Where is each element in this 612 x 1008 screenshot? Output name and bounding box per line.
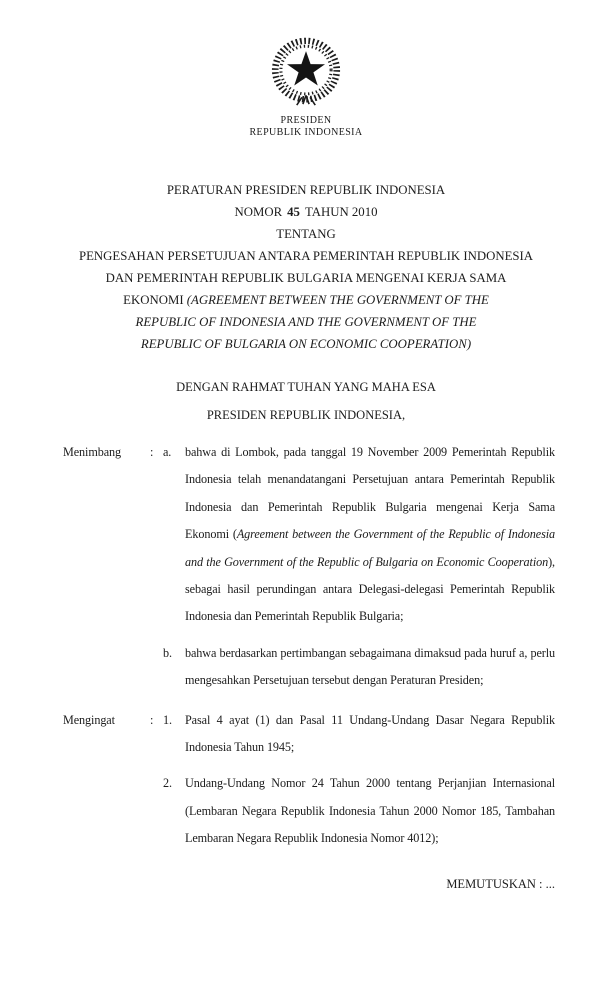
menimbang-items (163, 439, 555, 695)
clause-body (63, 439, 555, 853)
subject-line-1: PENGESAHAN PERSETUJUAN ANTARA PEMERINTAH REPUBLIK INDONESIA (78, 249, 534, 263)
nomor-year: TAHUN 2010 (304, 205, 378, 219)
item-text-1: Pasal 4 ayat (1) dan Pasal 11 Undang-Undang Dasar Negara Republik Indonesia Tahun 1945; (185, 712, 555, 755)
item-text-2: Undang-Undang Nomor 24 Tahun 2000 tentang Perjanjian Internasional (Lembaran Negara Republik Indonesia Tahun 2000 Nomor 185, Tambahan Lembaran Negara Republik Indonesia Nomor 4012); (185, 776, 555, 846)
menimbang-label: Menimbang (63, 445, 121, 459)
mengingat-colon: : (150, 712, 154, 727)
letterhead-republik-indonesia: REPUBLIK INDONESIA (249, 127, 363, 138)
letterhead (0, 0, 612, 139)
star-glyph (287, 51, 325, 85)
letterhead-presiden: PRESIDEN (280, 115, 332, 126)
item-text-a (185, 439, 555, 631)
list-item (163, 770, 555, 852)
subject-line-3-normal: EKONOMI (123, 293, 187, 307)
star-wreath-emblem-icon (265, 36, 347, 110)
nomor-value: 45 (287, 205, 300, 219)
invocation-line: DENGAN RAHMAT TUHAN YANG MAHA ESA (176, 380, 436, 394)
list-item (163, 439, 555, 631)
authority-line: PRESIDEN REPUBLIK INDONESIA, (206, 408, 406, 422)
memutuskan-line: MEMUTUSKAN : ... (446, 876, 555, 891)
subject-line-5: REPUBLIC OF BULGARIA ON ECONOMIC COOPERATION) (140, 337, 472, 351)
item-a-pre: bahwa di Lombok, pada tanggal 19 November 2009 Pemerintah Republik Indonesia telah menandatangani Persetujuan antara Pemerintah Republik Indonesia dan Pemerintah Republik Bulgaria mengenai Kerja Sama Ekonomi ( (185, 445, 555, 542)
item-marker-a: a. (163, 445, 172, 459)
subject-line-3-italic: (AGREEMENT BETWEEN THE GOVERNMENT OF THE (186, 293, 489, 307)
mengingat-label: Mengingat (63, 712, 115, 727)
subject-line-2: DAN PEMERINTAH REPUBLIK BULGARIA MENGENAI KERJA SAMA (105, 271, 507, 285)
nomor-label: NOMOR (234, 205, 283, 219)
list-item (163, 707, 555, 762)
menimbang-colon: : (150, 445, 154, 459)
item-marker-1: 1. (163, 712, 172, 727)
title-block (0, 179, 612, 355)
menimbang-clause (63, 439, 555, 695)
subject-line-3 (0, 289, 612, 311)
list-item (163, 640, 555, 695)
mengingat-clause (63, 707, 555, 853)
regulation-title: PERATURAN PRESIDEN REPUBLIK INDONESIA (166, 183, 446, 197)
item-a-post: ), sebagai hasil perundingan antara Delegasi-delegasi Pemerintah Republik Indonesia dan Pemerintah Republik Bulgaria; (185, 554, 555, 624)
mengingat-items (163, 707, 555, 853)
item-marker-2: 2. (163, 776, 172, 791)
preamble (0, 373, 612, 429)
item-text-b: bahwa berdasarkan pertimbangan sebagaimana dimaksud pada huruf a, perlu mengesahkan Persetujuan tersebut dengan Peraturan Presiden; (185, 645, 555, 688)
item-marker-b: b. (163, 645, 172, 660)
item-a-italic: Agreement between the Government of the Republic of Indonesia and the Government of the Republic of Bulgaria on Economic Cooperation (185, 527, 555, 569)
subject-line-4: REPUBLIC OF INDONESIA AND THE GOVERNMENT OF THE (135, 315, 477, 329)
tentang-label: TENTANG (276, 227, 336, 241)
regulation-number-line (0, 201, 612, 223)
